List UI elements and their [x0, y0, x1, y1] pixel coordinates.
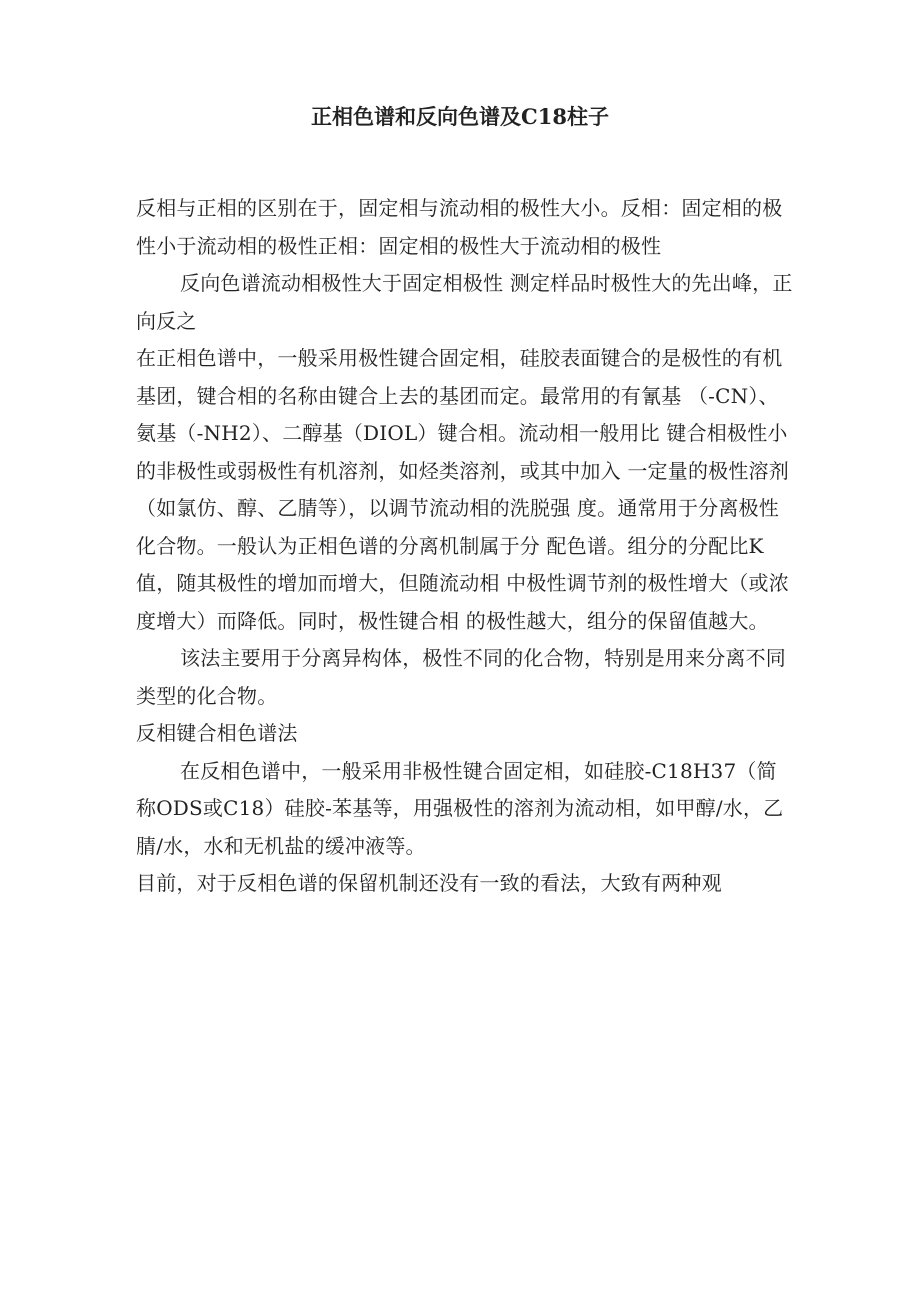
document-body — [136, 190, 796, 903]
paragraph-reverse-phase-note: 反向色谱流动相极性大于固定相极性 测定样品时极性大的先出峰，正向反之 — [136, 271, 793, 333]
paragraph-reverse-phase: 在反相色谱中，一般采用非极性键合固定相，如硅胶-C18H37（简 称ODS或C18）硅胶-苯基等，用强极性的溶剂为流动相，如甲醇/水，乙腈/水，水和无机盐的缓冲液等。 — [136, 758, 784, 858]
paragraph-application: 该法主要用于分离异构体，极性不同的化合物，特别是用来分离不同类型的化合物。 — [136, 646, 786, 708]
paragraph-definition: 反相与正相的区别在于，固定相与流动相的极性大小。反相：固定相的极性小于流动相的极性正相：固定相的极性大于流动相的极性 — [136, 196, 783, 258]
paragraph-normal-phase: 在正相色谱中，一般采用极性键合固定相，硅胶表面键合的是极性的有机基团，键合相的名称由键合上去的基团而定。最常用的有氰基 （-CN）、氨基（-NH2）、二醇基（DIOL）键合相。流动相一般用比 键合相极性小的非极性或弱极性有机溶剂，如烃类溶剂，或其中加入 一定量的极性溶剂（如氯仿、醇、乙腈等），以调节流动相的洗脱强 度。通常用于分离极性化合物。一般认为正相色谱的分离机制属于分 配色谱。组分的分配比K值，随其极性的增加而增大，但随流动相 中极性调节剂的极性增大（或浓度增大）而降低。同时，极性键合相 的极性越大，组分的保留值越大。 — [136, 346, 789, 633]
section-heading-reverse-phase: 反相键合相色谱法 — [136, 721, 298, 745]
paragraph-retention-mechanism: 目前，对于反相色谱的保留机制还没有一致的看法，大致有两种观 — [136, 871, 722, 895]
document-title: 正相色谱和反向色谱及C18柱子 — [311, 104, 609, 129]
